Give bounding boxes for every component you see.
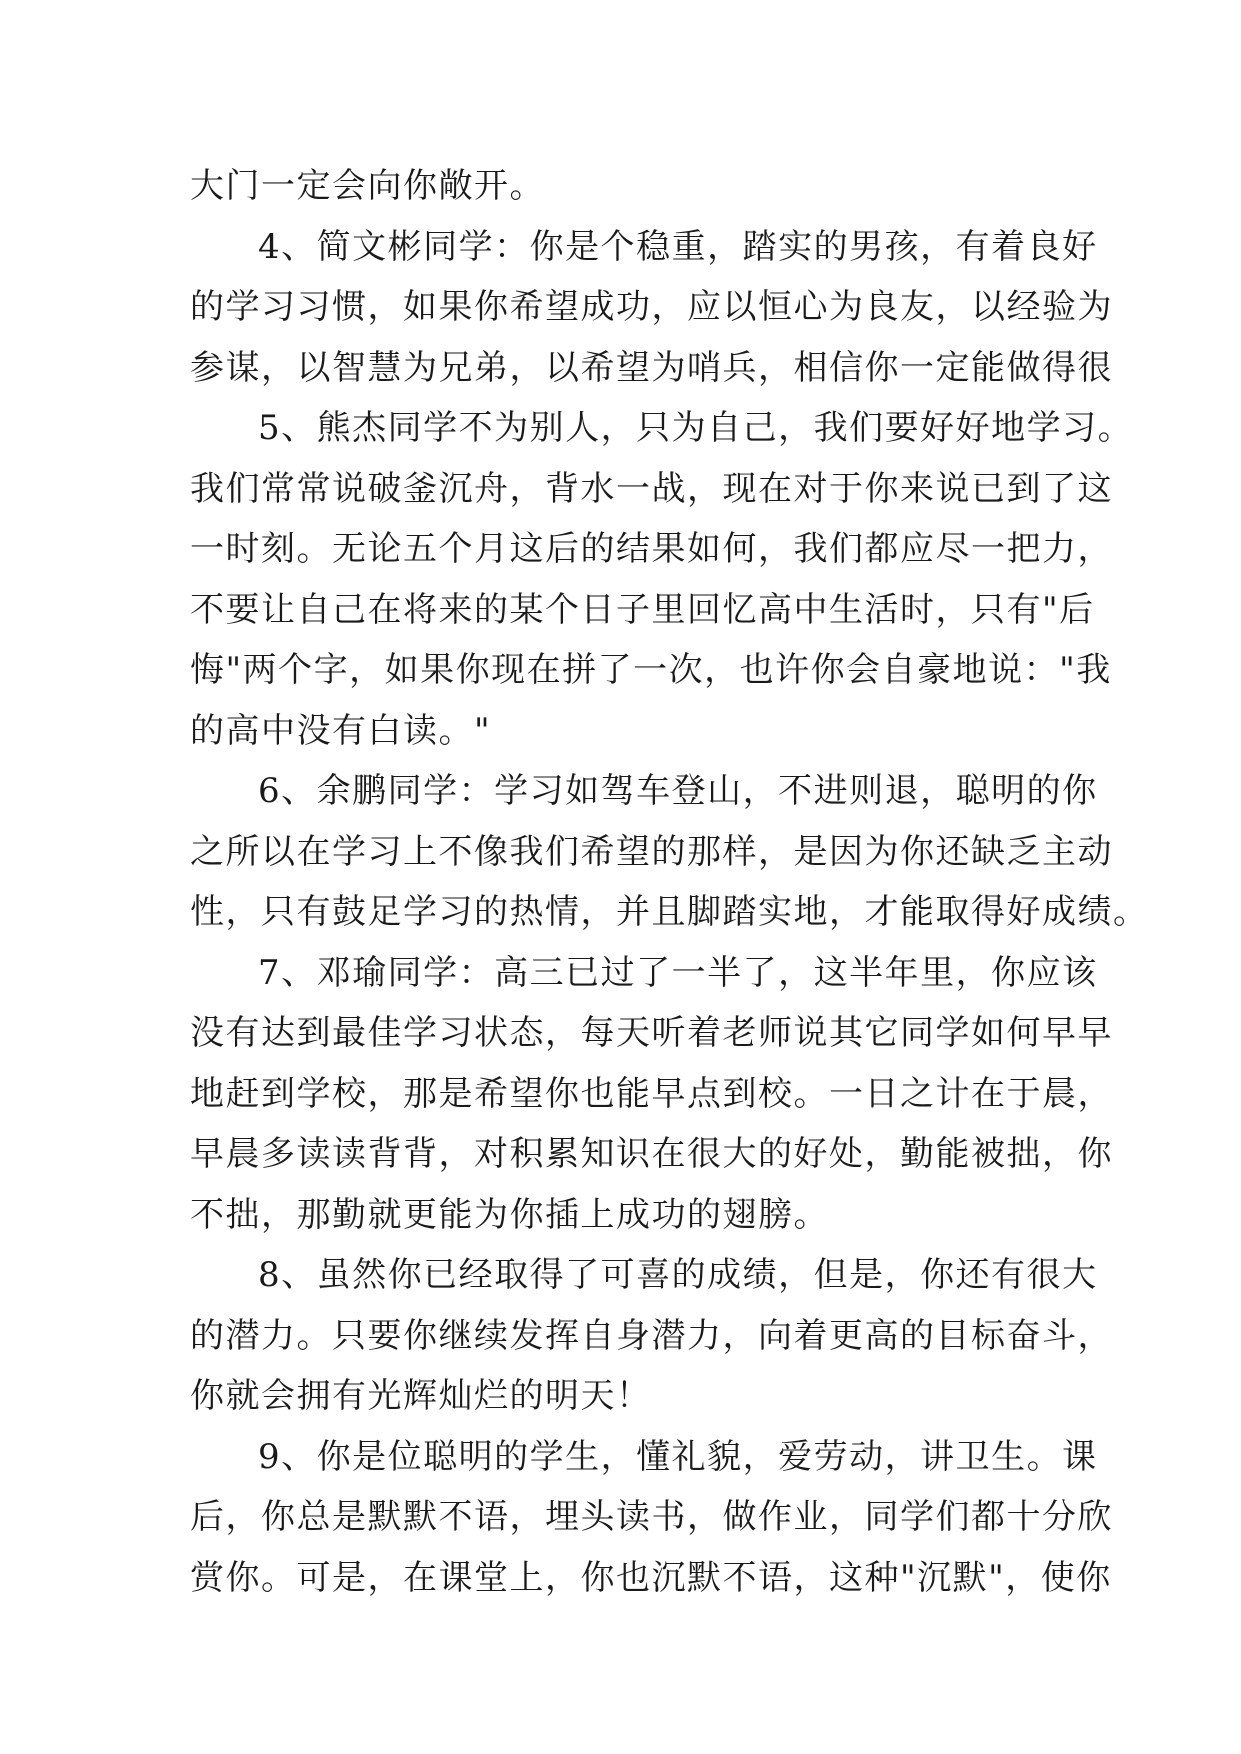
text-line: 的高中没有白读。" [190, 710, 492, 751]
text-line: 8、虽然你已经取得了可喜的成绩，但是，你还有很大 [258, 1255, 1098, 1295]
text-line: 6、余鹏同学：学习如驾车登山，不进则退，聪明的你 [258, 771, 1098, 811]
text-line: 参谋，以智慧为兄弟，以希望为哨兵，相信你一定能做得很 [190, 347, 1113, 388]
text-line: 7、邓瑜同学：高三已过了一半了，这半年里，你应该 [258, 952, 1098, 993]
text-line: 不要让自己在将来的某个日子里回忆高中生活时，只有"后 [190, 589, 1095, 630]
text-line: 悔"两个字，如果你现在拼了一次，也许你会自豪地说："我 [190, 650, 1112, 690]
text-line: 的潜力。只要你继续发挥自身潜力，向着更高的目标奋斗， [190, 1315, 1113, 1356]
text-line: 赏你。可是，在课堂上，你也沉默不语，这种"沉默"，使你 [190, 1557, 1112, 1598]
text-line: 地赶到学校，那是希望你也能早点到校。一日之计在于晨， [190, 1073, 1113, 1114]
document-body [190, 156, 1149, 1608]
text-line: 之所以在学习上不像我们希望的那样，是因为你还缺乏主动 [190, 831, 1113, 872]
text-line: 大门一定会向你敞开。 [190, 166, 545, 206]
text-line: 的学习习惯，如果你希望成功，应以恒心为良友，以经验为 [190, 287, 1113, 327]
text-line: 我们常常说破釜沉舟，背水一战，现在对于你来说已到了这 [190, 468, 1113, 509]
text-line: 不拙，那勤就更能为你插上成功的翅膀。 [190, 1194, 829, 1235]
text-line: 5、熊杰同学不为别人，只为自己，我们要好好地学习。 [258, 408, 1134, 448]
text-line: 早晨多读读背背，对积累知识在很大的好处，勤能被拙，你 [190, 1134, 1113, 1174]
text-line: 性，只有鼓足学习的热情，并且脚踏实地，才能取得好成绩。 [190, 892, 1149, 932]
text-line: 4、简文彬同学：你是个稳重，踏实的男孩，有着良好 [258, 226, 1098, 267]
text-line: 一时刻。无论五个月这后的结果如何，我们都应尽一把力， [190, 529, 1113, 569]
text-line: 你就会拥有光辉灿烂的明天！ [190, 1376, 652, 1416]
text-line: 没有达到最佳学习状态，每天听着老师说其它同学如何早早 [190, 1013, 1113, 1053]
text-line: 后，你总是默默不语，埋头读书，做作业，同学们都十分欣 [190, 1497, 1113, 1537]
text-line: 9、你是位聪明的学生，懂礼貌，爱劳动，讲卫生。课 [258, 1436, 1098, 1477]
